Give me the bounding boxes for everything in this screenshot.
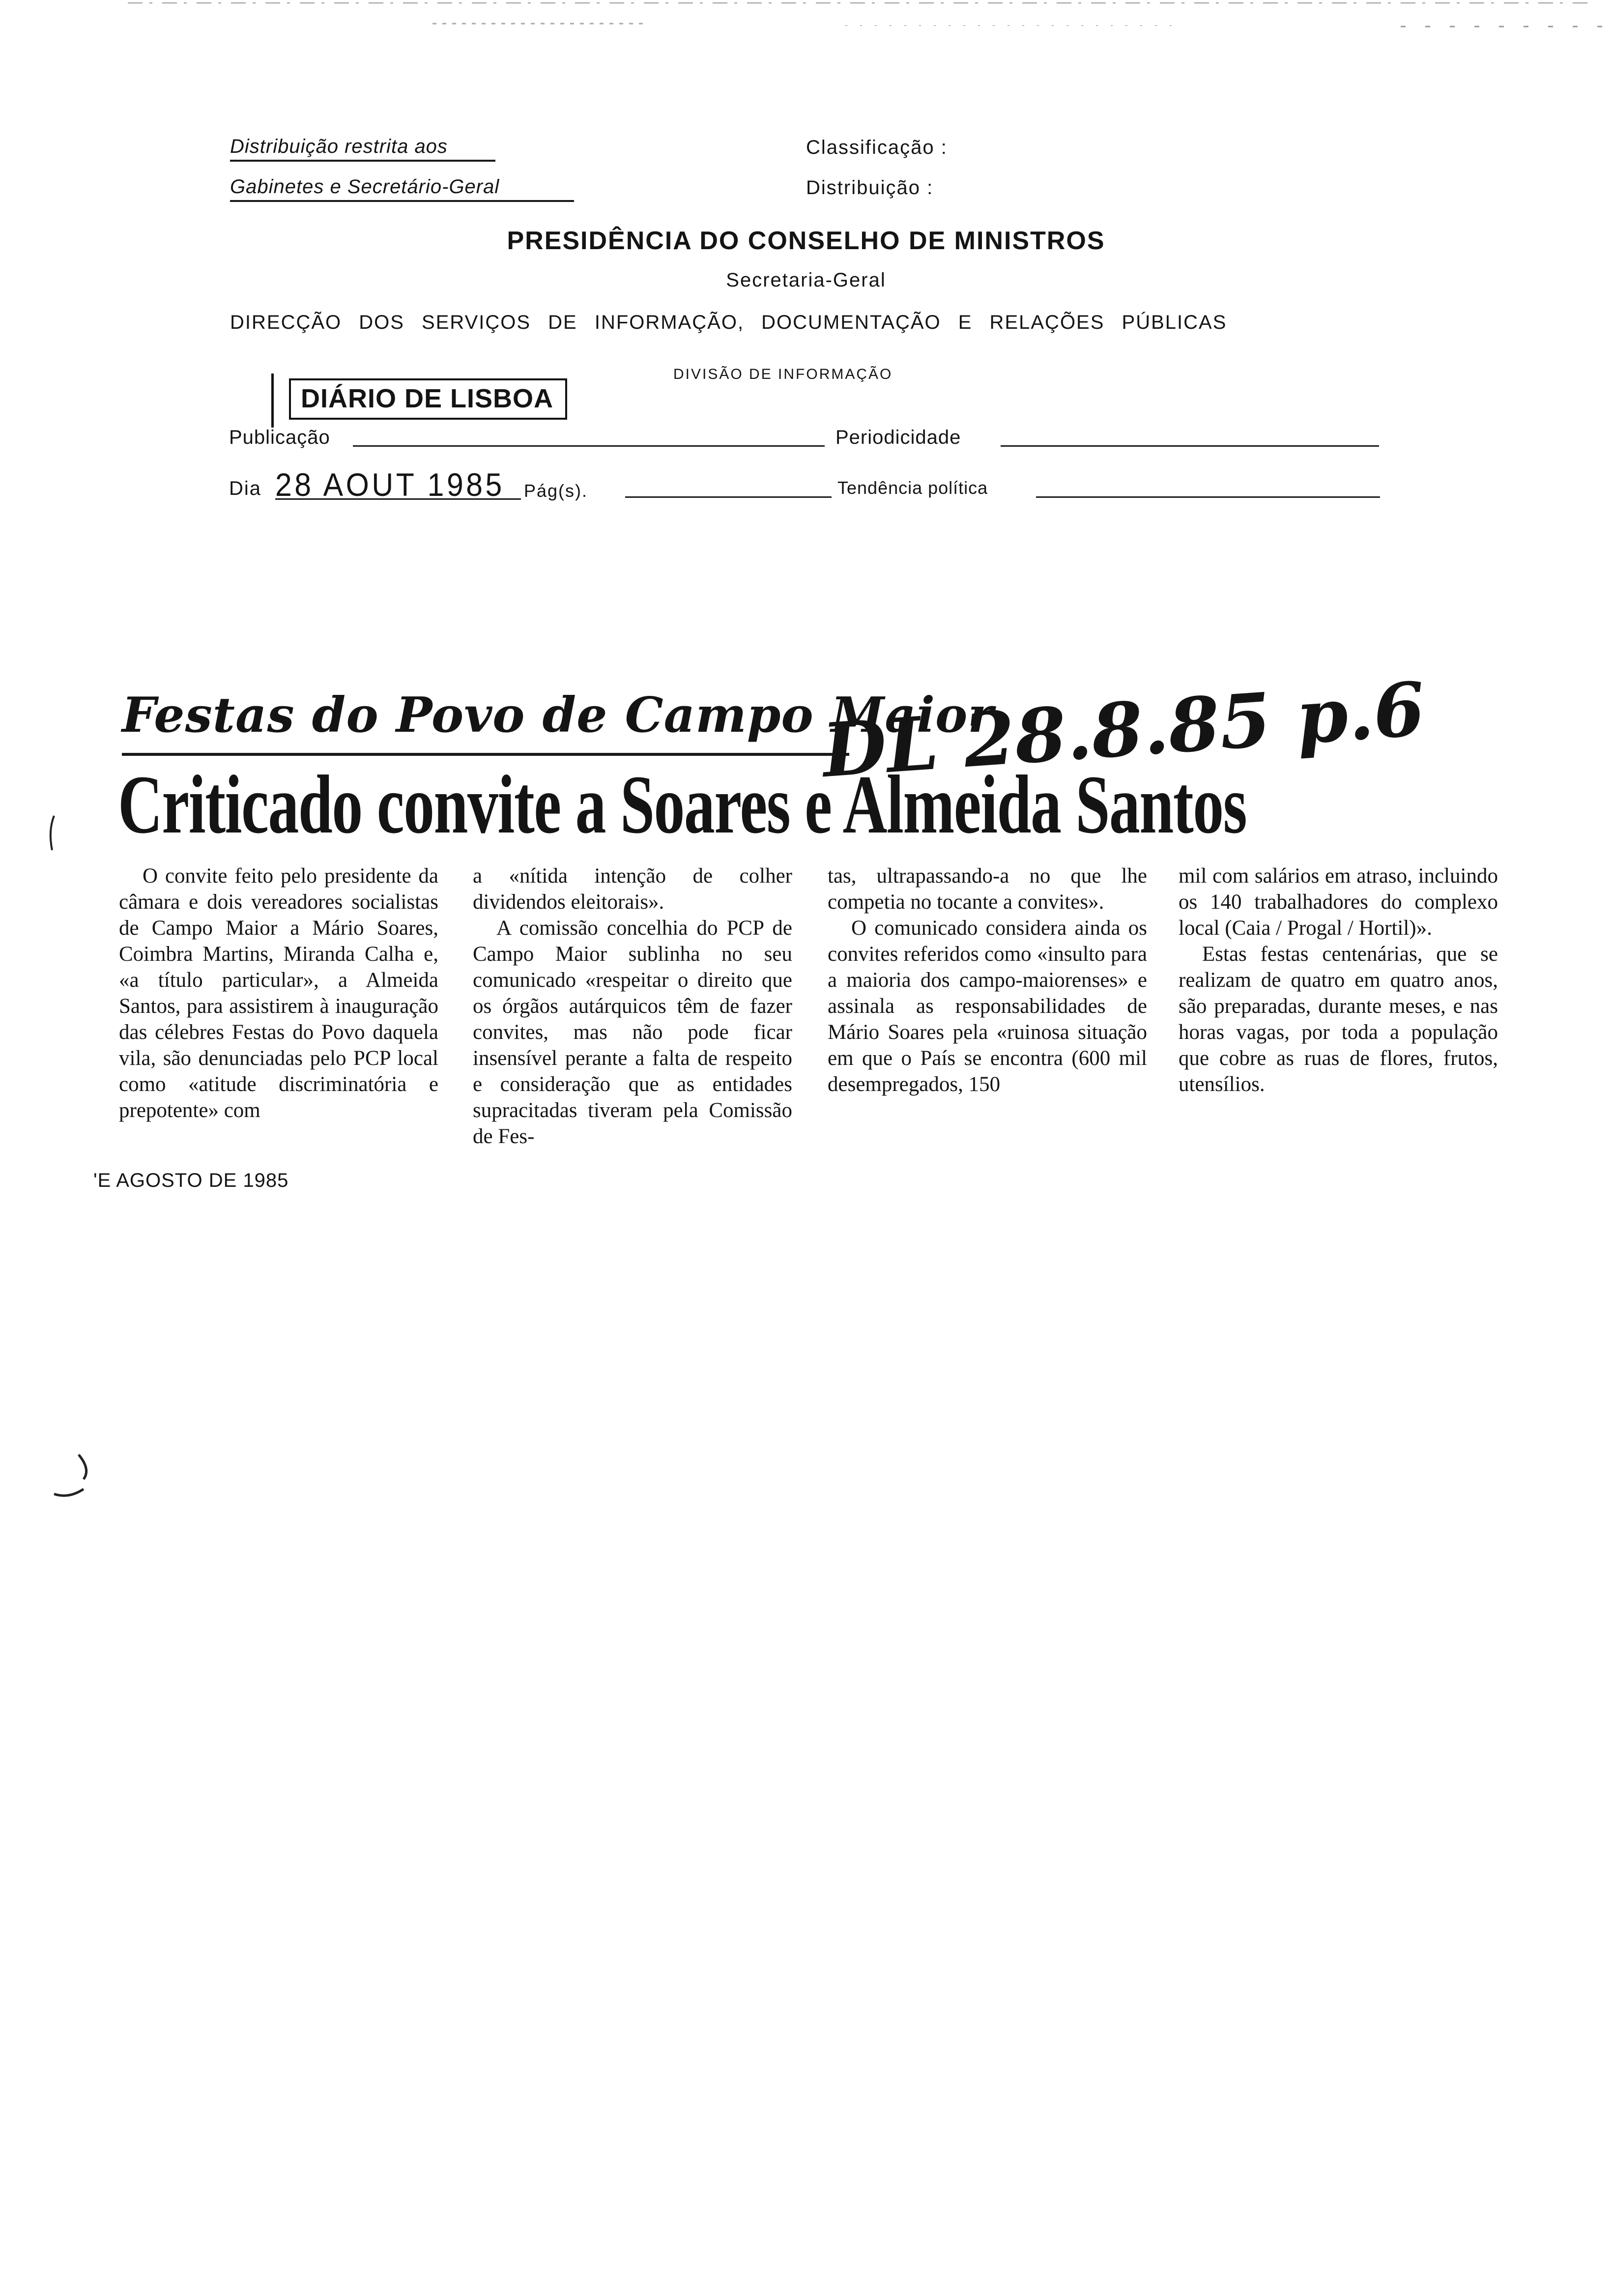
distribution-label: Distribuição : [806,177,934,199]
article-paragraph: Estas festas centenárias, que se realizam de quatro em quatro anos, são preparadas, durante meses, e nas horas vagas, por toda a população que cobre as ruas de flores, frutos, utensílios. [1179,943,1498,1096]
classification-label: Classificação : [806,137,948,158]
distribution-restricted-line1: Distribuição restrita aos [230,136,495,162]
article-column-2 [473,863,792,1149]
article-paragraph: O comunicado considera ainda os convites referidos como «insulto para a maioria dos campo-maiorenses» e assinala as responsabilidades de Mário Soares pela «ruinosa situação em que o País se encontra (600 mil desempregados, 150 [828,917,1147,1096]
article-column-1 [119,863,438,1123]
periodicity-label: Periodicidade [835,427,961,448]
kicker-underline [122,753,849,756]
political-tendency-field-line [1036,496,1380,498]
publication-stamp: DIÁRIO DE LISBOA [289,378,567,420]
article-paragraph: O convite feito pelo presidente da câmara e dois vereadores socialistas de Campo Maior a Mário Soares, Coimbra Martins, Miranda Calha e, «a título particular», a Almeida Santos, para assistirem à inauguração das célebres Festas do Povo daquela vila, são denunciadas pelo PCP local como «atitude discriminatória e prepotente» com [119,864,438,1122]
article-kicker: Festas do Povo de Campo Maior [122,687,994,744]
periodicity-field-line [1001,445,1379,447]
stamp-bracket [271,373,278,428]
article-paragraph: tas, ultrapassando-a no que lhe competia no tocante a convites». [828,864,1147,914]
office-subtitle: Secretaria-Geral [726,269,886,291]
article-column-3 [828,863,1147,1097]
pages-field-line [625,496,832,498]
footer-date: 'E AGOSTO DE 1985 [93,1170,289,1191]
article-column-4 [1179,863,1498,1097]
date-stamp: 28 AOUT 1985 [275,466,505,503]
publication-field-line [353,445,825,447]
article-paragraph: a «nítida intenção de colher dividendos eleitorais». [473,864,792,914]
scan-mark [44,1450,98,1504]
directorate-title: DIRECÇÃO DOS SERVIÇOS DE INFORMAÇÃO, DOCUMENTAÇÃO E RELAÇÕES PÚBLICAS [230,312,1227,333]
article-paragraph: mil com salários em atraso, incluindo os 140 trabalhadores do complexo local (Caia / Progal / Hortil)». [1179,864,1498,940]
scan-mark [39,811,69,855]
pages-label: Pág(s). [524,481,588,501]
date-field-line [275,498,521,500]
office-title: PRESIDÊNCIA DO CONSELHO DE MINISTROS [507,227,1105,255]
distribution-restricted-line2: Gabinetes e Secretário-Geral [230,176,574,202]
division-title: DIVISÃO DE INFORMAÇÃO [673,366,893,382]
political-tendency-label: Tendência política [837,478,988,498]
publication-label: Publicação [229,427,330,448]
day-label: Dia [229,478,262,499]
handwritten-annotation: DL 28.8.85 p.6 [819,665,1428,794]
article-headline: Criticado convite a Soares e Almeida Santos [118,758,1247,851]
scan-noise-top [0,0,1612,29]
article-paragraph: A comissão concelhia do PCP de Campo Maior sublinha no seu comunicado «respeitar o direito que os órgãos autárquicos têm de fazer convites, mas não pode ficar insensível perante a falta de respeito e consideração que as entidades supracitadas tiveram pela Comissão de Fes- [473,917,792,1148]
